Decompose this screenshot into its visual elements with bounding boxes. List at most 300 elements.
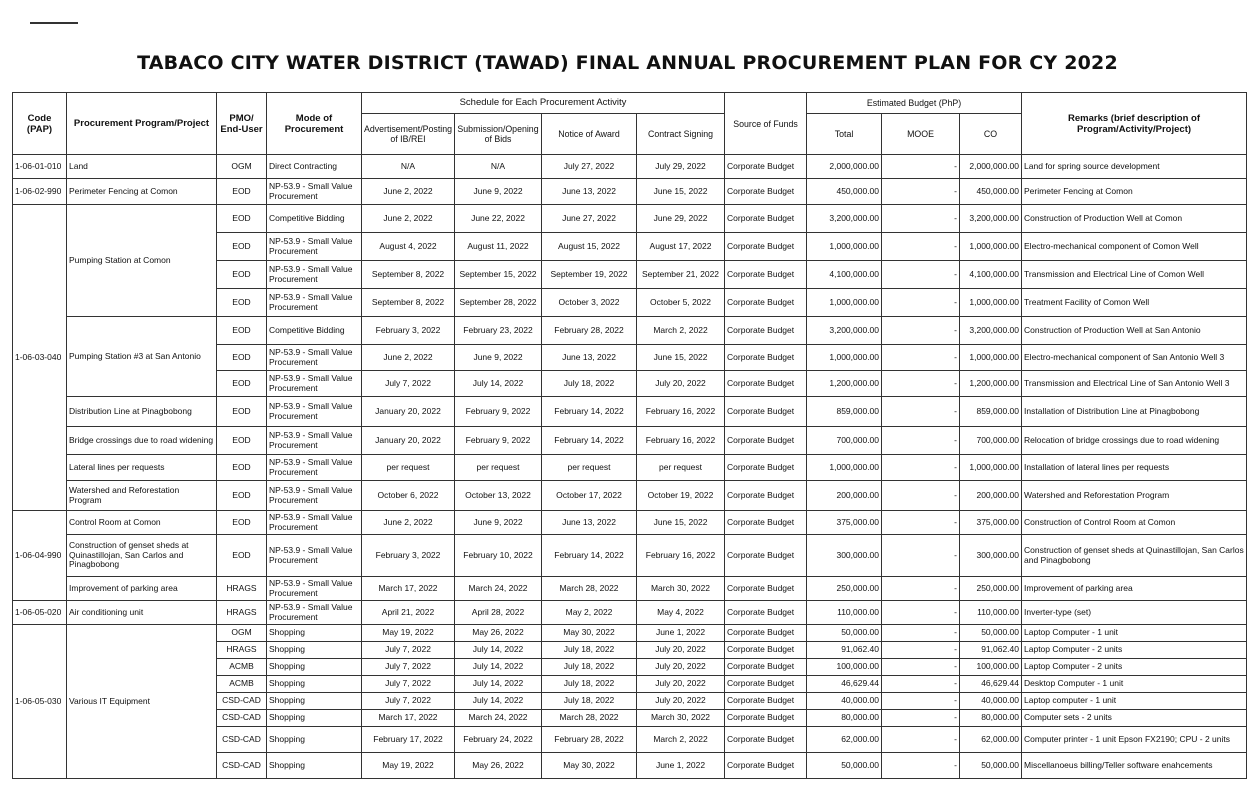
remarks-cell: Construction of Production Well at San Antonio bbox=[1022, 317, 1247, 345]
mode-cell: Shopping bbox=[267, 693, 362, 710]
total-amount: 450,000.00 bbox=[807, 179, 882, 205]
source-of-funds: Corporate Budget bbox=[725, 345, 807, 371]
contract-date: June 1, 2022 bbox=[637, 625, 725, 642]
mode-cell: NP-53.9 - Small Value Procurement bbox=[267, 289, 362, 317]
source-of-funds: Corporate Budget bbox=[725, 625, 807, 642]
award-date: February 14, 2022 bbox=[542, 427, 637, 455]
advertisement-date: September 8, 2022 bbox=[362, 289, 455, 317]
advertisement-date: July 7, 2022 bbox=[362, 676, 455, 693]
award-date: June 27, 2022 bbox=[542, 205, 637, 233]
total-amount: 1,000,000.00 bbox=[807, 289, 882, 317]
award-date: May 30, 2022 bbox=[542, 753, 637, 779]
remarks-cell: Laptop computer - 1 unit bbox=[1022, 693, 1247, 710]
contract-date: August 17, 2022 bbox=[637, 233, 725, 261]
remarks-cell: Miscellanoeus billing/Teller software enahcements bbox=[1022, 753, 1247, 779]
table-row bbox=[13, 205, 1247, 233]
header-code: Code (PAP) bbox=[13, 93, 67, 155]
award-date: March 28, 2022 bbox=[542, 577, 637, 601]
pmo-cell: EOD bbox=[217, 233, 267, 261]
submission-date: June 9, 2022 bbox=[455, 511, 542, 535]
co-amount: 1,200,000.00 bbox=[960, 371, 1022, 397]
submission-date: N/A bbox=[455, 155, 542, 179]
advertisement-date: June 2, 2022 bbox=[362, 179, 455, 205]
total-amount: 100,000.00 bbox=[807, 659, 882, 676]
submission-date: per request bbox=[455, 455, 542, 481]
pmo-cell: OGM bbox=[217, 625, 267, 642]
award-date: March 28, 2022 bbox=[542, 710, 637, 727]
mode-cell: Shopping bbox=[267, 727, 362, 753]
source-of-funds: Corporate Budget bbox=[725, 481, 807, 511]
mooe-amount: - bbox=[882, 642, 960, 659]
pap-code: 1-06-01-010 bbox=[13, 155, 67, 179]
submission-date: May 26, 2022 bbox=[455, 753, 542, 779]
mode-cell: Shopping bbox=[267, 642, 362, 659]
co-amount: 62,000.00 bbox=[960, 727, 1022, 753]
total-amount: 2,000,000.00 bbox=[807, 155, 882, 179]
source-of-funds: Corporate Budget bbox=[725, 676, 807, 693]
table-row bbox=[13, 535, 1247, 577]
pmo-cell: EOD bbox=[217, 205, 267, 233]
award-date: September 19, 2022 bbox=[542, 261, 637, 289]
source-of-funds: Corporate Budget bbox=[725, 155, 807, 179]
pmo-cell: CSD-CAD bbox=[217, 710, 267, 727]
award-date: July 18, 2022 bbox=[542, 693, 637, 710]
mooe-amount: - bbox=[882, 261, 960, 289]
mooe-amount: - bbox=[882, 659, 960, 676]
co-amount: 91,062.40 bbox=[960, 642, 1022, 659]
advertisement-date: June 2, 2022 bbox=[362, 205, 455, 233]
advertisement-date: July 7, 2022 bbox=[362, 693, 455, 710]
advertisement-date: January 20, 2022 bbox=[362, 427, 455, 455]
award-date: June 13, 2022 bbox=[542, 345, 637, 371]
submission-date: August 11, 2022 bbox=[455, 233, 542, 261]
co-amount: 1,000,000.00 bbox=[960, 289, 1022, 317]
mode-cell: Shopping bbox=[267, 625, 362, 642]
table-row bbox=[13, 455, 1247, 481]
remarks-cell: Laptop Computer - 2 units bbox=[1022, 642, 1247, 659]
advertisement-date: February 3, 2022 bbox=[362, 317, 455, 345]
source-of-funds: Corporate Budget bbox=[725, 727, 807, 753]
mooe-amount: - bbox=[882, 676, 960, 693]
mode-cell: NP-53.9 - Small Value Procurement bbox=[267, 397, 362, 427]
co-amount: 3,200,000.00 bbox=[960, 205, 1022, 233]
project-name: Improvement of parking area bbox=[67, 577, 217, 601]
submission-date: September 28, 2022 bbox=[455, 289, 542, 317]
pmo-cell: EOD bbox=[217, 261, 267, 289]
mooe-amount: - bbox=[882, 397, 960, 427]
award-date: August 15, 2022 bbox=[542, 233, 637, 261]
remarks-cell: Laptop Computer - 2 units bbox=[1022, 659, 1247, 676]
source-of-funds: Corporate Budget bbox=[725, 205, 807, 233]
co-amount: 50,000.00 bbox=[960, 753, 1022, 779]
project-name: Various IT Equipment bbox=[67, 625, 217, 779]
submission-date: June 22, 2022 bbox=[455, 205, 542, 233]
project-name: Construction of genset sheds at Quinastillojan, San Carlos and Pinagbobong bbox=[67, 535, 217, 577]
mooe-amount: - bbox=[882, 511, 960, 535]
total-amount: 700,000.00 bbox=[807, 427, 882, 455]
submission-date: March 24, 2022 bbox=[455, 710, 542, 727]
contract-date: February 16, 2022 bbox=[637, 427, 725, 455]
mooe-amount: - bbox=[882, 155, 960, 179]
mode-cell: NP-53.9 - Small Value Procurement bbox=[267, 427, 362, 455]
header-pmo: PMO/ End-User bbox=[217, 93, 267, 155]
table-row bbox=[13, 427, 1247, 455]
mode-cell: Shopping bbox=[267, 753, 362, 779]
mooe-amount: - bbox=[882, 535, 960, 577]
corner-mark bbox=[30, 22, 78, 24]
table-body bbox=[13, 155, 1247, 779]
total-amount: 1,200,000.00 bbox=[807, 371, 882, 397]
pmo-cell: HRAGS bbox=[217, 642, 267, 659]
total-amount: 375,000.00 bbox=[807, 511, 882, 535]
source-of-funds: Corporate Budget bbox=[725, 233, 807, 261]
source-of-funds: Corporate Budget bbox=[725, 179, 807, 205]
remarks-cell: Computer sets - 2 units bbox=[1022, 710, 1247, 727]
contract-date: June 15, 2022 bbox=[637, 345, 725, 371]
contract-date: June 15, 2022 bbox=[637, 511, 725, 535]
submission-date: February 9, 2022 bbox=[455, 427, 542, 455]
total-amount: 300,000.00 bbox=[807, 535, 882, 577]
remarks-cell: Perimeter Fencing at Comon bbox=[1022, 179, 1247, 205]
source-of-funds: Corporate Budget bbox=[725, 455, 807, 481]
remarks-cell: Construction of Production Well at Comon bbox=[1022, 205, 1247, 233]
table-row bbox=[13, 481, 1247, 511]
pmo-cell: EOD bbox=[217, 371, 267, 397]
co-amount: 1,000,000.00 bbox=[960, 233, 1022, 261]
submission-date: June 9, 2022 bbox=[455, 179, 542, 205]
header-contract: Contract Signing bbox=[637, 114, 725, 155]
project-name: Perimeter Fencing at Comon bbox=[67, 179, 217, 205]
advertisement-date: March 17, 2022 bbox=[362, 710, 455, 727]
pmo-cell: EOD bbox=[217, 345, 267, 371]
remarks-cell: Transmission and Electrical Line of Comon Well bbox=[1022, 261, 1247, 289]
co-amount: 50,000.00 bbox=[960, 625, 1022, 642]
remarks-cell: Transmission and Electrical Line of San Antonio Well 3 bbox=[1022, 371, 1247, 397]
header-submission: Submission/Opening of Bids bbox=[455, 114, 542, 155]
co-amount: 1,000,000.00 bbox=[960, 345, 1022, 371]
source-of-funds: Corporate Budget bbox=[725, 577, 807, 601]
mode-cell: Competitive Bidding bbox=[267, 205, 362, 233]
award-date: July 18, 2022 bbox=[542, 676, 637, 693]
header-mooe: MOOE bbox=[882, 114, 960, 155]
co-amount: 375,000.00 bbox=[960, 511, 1022, 535]
source-of-funds: Corporate Budget bbox=[725, 511, 807, 535]
award-date: October 17, 2022 bbox=[542, 481, 637, 511]
advertisement-date: July 7, 2022 bbox=[362, 642, 455, 659]
source-of-funds: Corporate Budget bbox=[725, 397, 807, 427]
co-amount: 40,000.00 bbox=[960, 693, 1022, 710]
total-amount: 40,000.00 bbox=[807, 693, 882, 710]
total-amount: 1,000,000.00 bbox=[807, 345, 882, 371]
advertisement-date: February 3, 2022 bbox=[362, 535, 455, 577]
mode-cell: Shopping bbox=[267, 710, 362, 727]
submission-date: March 24, 2022 bbox=[455, 577, 542, 601]
remarks-cell: Installation of Distribution Line at Pinagbobong bbox=[1022, 397, 1247, 427]
submission-date: July 14, 2022 bbox=[455, 693, 542, 710]
header-budget: Estimated Budget (PhP) bbox=[807, 93, 1022, 114]
advertisement-date: July 7, 2022 bbox=[362, 659, 455, 676]
mooe-amount: - bbox=[882, 693, 960, 710]
award-date: June 13, 2022 bbox=[542, 511, 637, 535]
pmo-cell: EOD bbox=[217, 535, 267, 577]
co-amount: 200,000.00 bbox=[960, 481, 1022, 511]
award-date: July 18, 2022 bbox=[542, 371, 637, 397]
pmo-cell: CSD-CAD bbox=[217, 727, 267, 753]
contract-date: July 20, 2022 bbox=[637, 371, 725, 397]
pmo-cell: EOD bbox=[217, 289, 267, 317]
header-mode: Mode of Procurement bbox=[267, 93, 362, 155]
source-of-funds: Corporate Budget bbox=[725, 642, 807, 659]
mode-cell: NP-53.9 - Small Value Procurement bbox=[267, 601, 362, 625]
contract-date: July 29, 2022 bbox=[637, 155, 725, 179]
submission-date: July 14, 2022 bbox=[455, 659, 542, 676]
mooe-amount: - bbox=[882, 233, 960, 261]
source-of-funds: Corporate Budget bbox=[725, 261, 807, 289]
total-amount: 3,200,000.00 bbox=[807, 317, 882, 345]
total-amount: 1,000,000.00 bbox=[807, 233, 882, 261]
submission-date: June 9, 2022 bbox=[455, 345, 542, 371]
pmo-cell: EOD bbox=[217, 397, 267, 427]
award-date: May 30, 2022 bbox=[542, 625, 637, 642]
table-row bbox=[13, 317, 1247, 345]
award-date: per request bbox=[542, 455, 637, 481]
source-of-funds: Corporate Budget bbox=[725, 289, 807, 317]
source-of-funds: Corporate Budget bbox=[725, 427, 807, 455]
mooe-amount: - bbox=[882, 577, 960, 601]
mode-cell: NP-53.9 - Small Value Procurement bbox=[267, 535, 362, 577]
contract-date: July 20, 2022 bbox=[637, 642, 725, 659]
pap-code: 1-06-02-990 bbox=[13, 179, 67, 205]
mode-cell: NP-53.9 - Small Value Procurement bbox=[267, 233, 362, 261]
pmo-cell: OGM bbox=[217, 155, 267, 179]
page-title: TABACO CITY WATER DISTRICT (TAWAD) FINAL ANNUAL PROCUREMENT PLAN FOR CY 2022 bbox=[137, 52, 1118, 74]
source-of-funds: Corporate Budget bbox=[725, 535, 807, 577]
submission-date: April 28, 2022 bbox=[455, 601, 542, 625]
pmo-cell: CSD-CAD bbox=[217, 693, 267, 710]
mode-cell: NP-53.9 - Small Value Procurement bbox=[267, 481, 362, 511]
pmo-cell: HRAGS bbox=[217, 601, 267, 625]
mode-cell: NP-53.9 - Small Value Procurement bbox=[267, 261, 362, 289]
co-amount: 1,000,000.00 bbox=[960, 455, 1022, 481]
advertisement-date: March 17, 2022 bbox=[362, 577, 455, 601]
header-remarks: Remarks (brief description of Program/Activity/Project) bbox=[1022, 93, 1247, 155]
award-date: June 13, 2022 bbox=[542, 179, 637, 205]
submission-date: July 14, 2022 bbox=[455, 371, 542, 397]
pmo-cell: EOD bbox=[217, 427, 267, 455]
award-date: July 18, 2022 bbox=[542, 659, 637, 676]
remarks-cell: Installation of lateral lines per requests bbox=[1022, 455, 1247, 481]
mooe-amount: - bbox=[882, 317, 960, 345]
award-date: May 2, 2022 bbox=[542, 601, 637, 625]
total-amount: 4,100,000.00 bbox=[807, 261, 882, 289]
pmo-cell: EOD bbox=[217, 317, 267, 345]
header-schedule: Schedule for Each Procurement Activity bbox=[362, 93, 725, 114]
table-row bbox=[13, 625, 1247, 642]
remarks-cell: Laptop Computer - 1 unit bbox=[1022, 625, 1247, 642]
project-name: Control Room at Comon bbox=[67, 511, 217, 535]
mode-cell: Competitive Bidding bbox=[267, 317, 362, 345]
contract-date: per request bbox=[637, 455, 725, 481]
total-amount: 50,000.00 bbox=[807, 625, 882, 642]
advertisement-date: October 6, 2022 bbox=[362, 481, 455, 511]
mooe-amount: - bbox=[882, 727, 960, 753]
source-of-funds: Corporate Budget bbox=[725, 659, 807, 676]
pmo-cell: ACMB bbox=[217, 659, 267, 676]
remarks-cell: Electro-mechanical component of Comon Well bbox=[1022, 233, 1247, 261]
mooe-amount: - bbox=[882, 753, 960, 779]
co-amount: 2,000,000.00 bbox=[960, 155, 1022, 179]
total-amount: 91,062.40 bbox=[807, 642, 882, 659]
co-amount: 700,000.00 bbox=[960, 427, 1022, 455]
advertisement-date: February 17, 2022 bbox=[362, 727, 455, 753]
award-date: February 28, 2022 bbox=[542, 727, 637, 753]
advertisement-date: September 8, 2022 bbox=[362, 261, 455, 289]
source-of-funds: Corporate Budget bbox=[725, 710, 807, 727]
co-amount: 110,000.00 bbox=[960, 601, 1022, 625]
pmo-cell: HRAGS bbox=[217, 577, 267, 601]
project-name: Distribution Line at Pinagbobong bbox=[67, 397, 217, 427]
table-row bbox=[13, 397, 1247, 427]
award-date: February 14, 2022 bbox=[542, 397, 637, 427]
mode-cell: NP-53.9 - Small Value Procurement bbox=[267, 179, 362, 205]
table-row bbox=[13, 577, 1247, 601]
total-amount: 46,629.44 bbox=[807, 676, 882, 693]
header-source: Source of Funds bbox=[725, 93, 807, 155]
pap-code: 1-06-04-990 bbox=[13, 511, 67, 601]
table-row bbox=[13, 601, 1247, 625]
mooe-amount: - bbox=[882, 601, 960, 625]
project-name: Watershed and Reforestation Program bbox=[67, 481, 217, 511]
remarks-cell: Improvement of parking area bbox=[1022, 577, 1247, 601]
project-name: Pumping Station at Comon bbox=[67, 205, 217, 317]
header-co: CO bbox=[960, 114, 1022, 155]
contract-date: March 2, 2022 bbox=[637, 317, 725, 345]
submission-date: February 10, 2022 bbox=[455, 535, 542, 577]
remarks-cell: Treatment Facility of Comon Well bbox=[1022, 289, 1247, 317]
source-of-funds: Corporate Budget bbox=[725, 601, 807, 625]
mooe-amount: - bbox=[882, 427, 960, 455]
co-amount: 250,000.00 bbox=[960, 577, 1022, 601]
co-amount: 300,000.00 bbox=[960, 535, 1022, 577]
mode-cell: Direct Contracting bbox=[267, 155, 362, 179]
mooe-amount: - bbox=[882, 371, 960, 397]
advertisement-date: July 7, 2022 bbox=[362, 371, 455, 397]
submission-date: May 26, 2022 bbox=[455, 625, 542, 642]
contract-date: February 16, 2022 bbox=[637, 397, 725, 427]
contract-date: September 21, 2022 bbox=[637, 261, 725, 289]
remarks-cell: Land for spring source development bbox=[1022, 155, 1247, 179]
contract-date: October 19, 2022 bbox=[637, 481, 725, 511]
contract-date: June 1, 2022 bbox=[637, 753, 725, 779]
total-amount: 3,200,000.00 bbox=[807, 205, 882, 233]
submission-date: February 23, 2022 bbox=[455, 317, 542, 345]
contract-date: June 29, 2022 bbox=[637, 205, 725, 233]
total-amount: 62,000.00 bbox=[807, 727, 882, 753]
mooe-amount: - bbox=[882, 481, 960, 511]
submission-date: July 14, 2022 bbox=[455, 642, 542, 659]
pap-code: 1-06-05-030 bbox=[13, 625, 67, 779]
advertisement-date: May 19, 2022 bbox=[362, 625, 455, 642]
project-name: Lateral lines per requests bbox=[67, 455, 217, 481]
remarks-cell: Relocation of bridge crossings due to road widening bbox=[1022, 427, 1247, 455]
advertisement-date: June 2, 2022 bbox=[362, 511, 455, 535]
advertisement-date: August 4, 2022 bbox=[362, 233, 455, 261]
advertisement-date: April 21, 2022 bbox=[362, 601, 455, 625]
total-amount: 250,000.00 bbox=[807, 577, 882, 601]
mode-cell: Shopping bbox=[267, 676, 362, 693]
pmo-cell: CSD-CAD bbox=[217, 753, 267, 779]
co-amount: 3,200,000.00 bbox=[960, 317, 1022, 345]
total-amount: 80,000.00 bbox=[807, 710, 882, 727]
award-date: October 3, 2022 bbox=[542, 289, 637, 317]
project-name: Bridge crossings due to road widening bbox=[67, 427, 217, 455]
co-amount: 859,000.00 bbox=[960, 397, 1022, 427]
header-award: Notice of Award bbox=[542, 114, 637, 155]
award-date: February 28, 2022 bbox=[542, 317, 637, 345]
total-amount: 200,000.00 bbox=[807, 481, 882, 511]
mode-cell: NP-53.9 - Small Value Procurement bbox=[267, 577, 362, 601]
submission-date: February 24, 2022 bbox=[455, 727, 542, 753]
remarks-cell: Inverter-type (set) bbox=[1022, 601, 1247, 625]
award-date: July 27, 2022 bbox=[542, 155, 637, 179]
mode-cell: NP-53.9 - Small Value Procurement bbox=[267, 371, 362, 397]
mooe-amount: - bbox=[882, 710, 960, 727]
contract-date: March 2, 2022 bbox=[637, 727, 725, 753]
submission-date: July 14, 2022 bbox=[455, 676, 542, 693]
contract-date: July 20, 2022 bbox=[637, 676, 725, 693]
pmo-cell: EOD bbox=[217, 511, 267, 535]
contract-date: February 16, 2022 bbox=[637, 535, 725, 577]
pmo-cell: EOD bbox=[217, 179, 267, 205]
procurement-table bbox=[12, 92, 1247, 779]
pap-code: 1-06-05-020 bbox=[13, 601, 67, 625]
total-amount: 859,000.00 bbox=[807, 397, 882, 427]
source-of-funds: Corporate Budget bbox=[725, 317, 807, 345]
remarks-cell: Computer printer - 1 unit Epson FX2190; CPU - 2 units bbox=[1022, 727, 1247, 753]
award-date: February 14, 2022 bbox=[542, 535, 637, 577]
mode-cell: NP-53.9 - Small Value Procurement bbox=[267, 511, 362, 535]
co-amount: 46,629.44 bbox=[960, 676, 1022, 693]
advertisement-date: per request bbox=[362, 455, 455, 481]
header-program: Procurement Program/Project bbox=[67, 93, 217, 155]
advertisement-date: January 20, 2022 bbox=[362, 397, 455, 427]
co-amount: 100,000.00 bbox=[960, 659, 1022, 676]
source-of-funds: Corporate Budget bbox=[725, 693, 807, 710]
contract-date: July 20, 2022 bbox=[637, 693, 725, 710]
total-amount: 1,000,000.00 bbox=[807, 455, 882, 481]
pmo-cell: EOD bbox=[217, 481, 267, 511]
mooe-amount: - bbox=[882, 625, 960, 642]
project-name: Pumping Station #3 at San Antonio bbox=[67, 317, 217, 397]
source-of-funds: Corporate Budget bbox=[725, 753, 807, 779]
remarks-cell: Electro-mechanical component of San Antonio Well 3 bbox=[1022, 345, 1247, 371]
source-of-funds: Corporate Budget bbox=[725, 371, 807, 397]
co-amount: 4,100,000.00 bbox=[960, 261, 1022, 289]
contract-date: June 15, 2022 bbox=[637, 179, 725, 205]
mode-cell: NP-53.9 - Small Value Procurement bbox=[267, 455, 362, 481]
submission-date: September 15, 2022 bbox=[455, 261, 542, 289]
project-name: Land bbox=[67, 155, 217, 179]
advertisement-date: June 2, 2022 bbox=[362, 345, 455, 371]
mooe-amount: - bbox=[882, 205, 960, 233]
header-advertisement: Advertisement/Posting of IB/REI bbox=[362, 114, 455, 155]
advertisement-date: N/A bbox=[362, 155, 455, 179]
mooe-amount: - bbox=[882, 455, 960, 481]
mooe-amount: - bbox=[882, 345, 960, 371]
table-row bbox=[13, 511, 1247, 535]
pap-code: 1-06-03-040 bbox=[13, 205, 67, 511]
mode-cell: Shopping bbox=[267, 659, 362, 676]
